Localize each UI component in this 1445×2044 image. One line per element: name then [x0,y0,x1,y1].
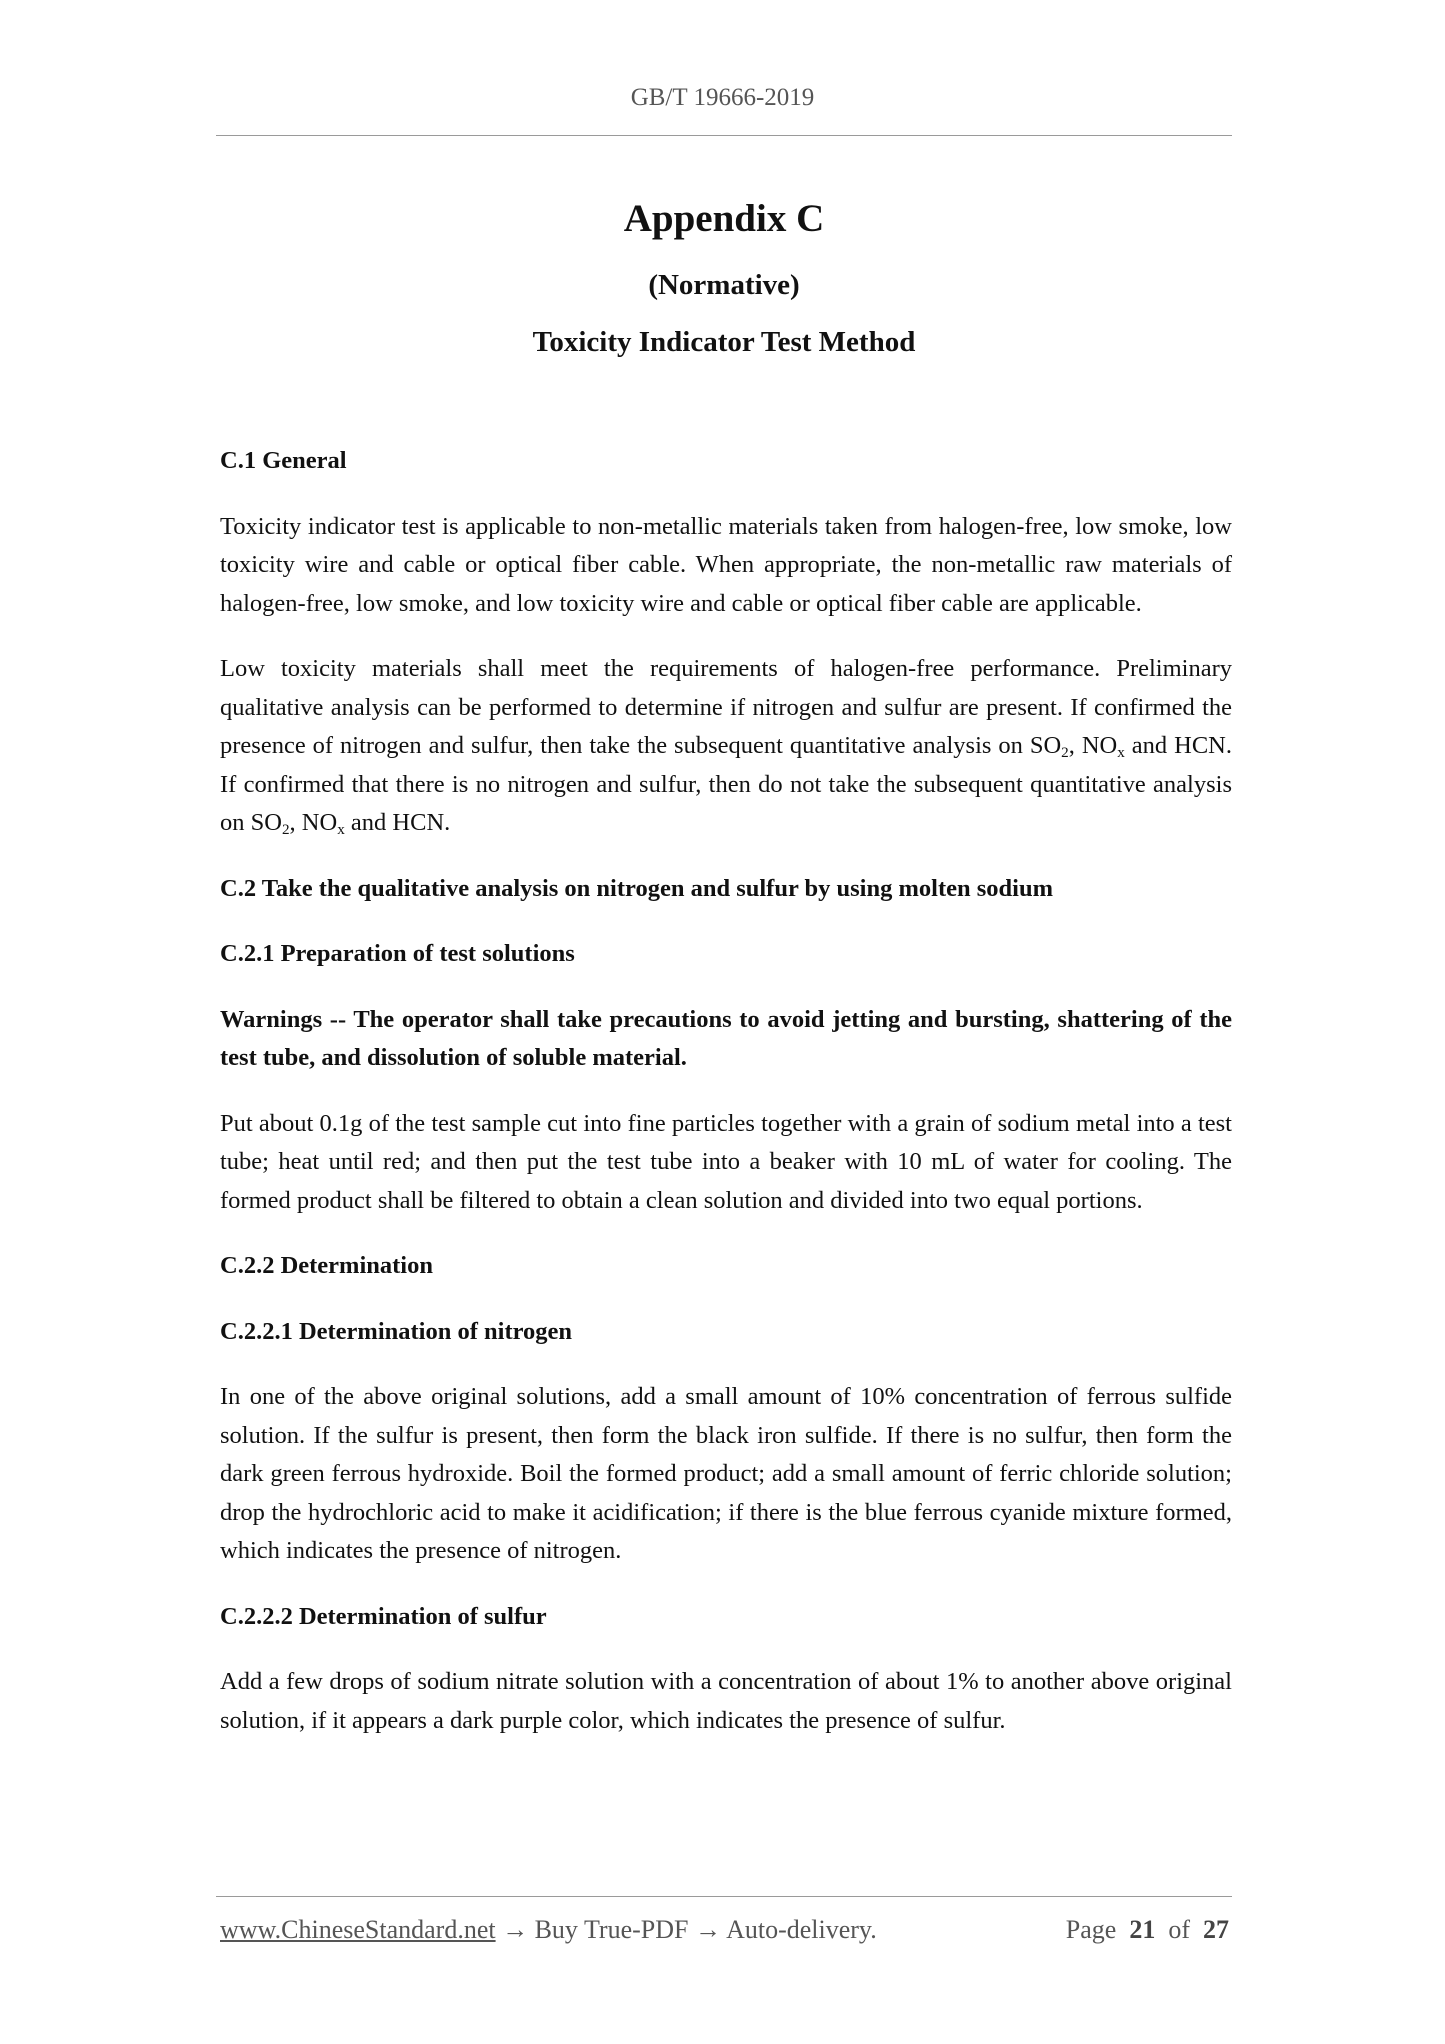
heading-c2: C.2 Take the qualitative analysis on nitrogen and sulfur by using molten sodium [220,874,1053,902]
heading-c22: C.2.2 Determination [220,1252,433,1279]
arrow-right-icon: → [502,1915,529,1944]
arrow-right-icon: → [695,1915,721,1944]
footer-divider [216,1896,1232,1897]
appendix-kind: (Normative) [648,269,800,301]
paragraph-c1-1: Toxicity indicator test is applicable to non-metallic materials taken from halogen-free, low smoke, low toxicity wire and cable or optical fiber cable. When appropriate, the non-metallic raw materials of halogen-free, low smoke, and low toxicity wire and cable or optical fiber cable are applicable. [220,512,1232,617]
appendix-name: Toxicity Indicator Test Method [532,326,916,358]
total-pages: 27 [1203,1915,1229,1944]
paragraph-c222: Add a few drops of sodium nitrate solution with a concentration of about 1% to another above original solution, if it appears a dark purple color, which indicates the presence of sulfur. [220,1668,1232,1734]
header-divider [216,135,1232,136]
heading-c21: C.2.1 Preparation of test solutions [220,940,575,967]
footer-site-link[interactable]: www.ChineseStandard.net [220,1915,496,1944]
footer-promo [220,1915,877,1945]
heading-c221: C.2.2.1 Determination of nitrogen [220,1317,573,1345]
paragraph-c221: In one of the above original solutions, add a small amount of 10% concentration of ferrous sulfide solution. If the sulfur is present, then form the black iron sulfide. If there is no sulfur, then form the dark green ferrous hydroxide. Boil the formed product; add a small amount of ferric chloride solution; drop the hydrochloric acid to make it acidification; if there is the blue ferrous cyanide mixture formed, which indicates the presence of nitrogen. [220,1383,1232,1564]
page-number: Page 21 of 27 [1065,1915,1229,1944]
paragraph-c1-2: Low toxicity materials shall meet the requirements of halogen-free performance. Preliminary qualitative analysis can be performed to determine if nitrogen and sulfur are present. If confirmed the presence of nitrogen and sulfur, then take the subsequent quantitative analysis on $SO_2$, $NO_x$ and HCN. If confirmed that there is no nitrogen and sulfur, then do not take the subsequent quantitative analysis on $SO_2$, $NO_x$ and HCN. [220,655,1232,838]
heading-c1: C.1 General [220,447,347,474]
document-body [220,442,1232,1740]
paragraph-c21: Put about 0.1g of the test sample cut into fine particles together with a grain of sodium metal into a test tube; heat until red; and then put the test tube into a beaker with 10 mL of water for cooling. The formed product shall be filtered to obtain a clean solution and divided into two equal portions. [220,1109,1232,1214]
header-doc-id: GB/T 19666-2019 [630,84,815,111]
heading-c222: C.2.2.2 Determination of sulfur [220,1602,547,1630]
current-page: 21 [1129,1915,1156,1944]
footer-buy-text: Buy True-PDF [534,1915,689,1944]
footer-delivery-text: Auto-delivery. [726,1915,877,1944]
warning-c21: Warnings -- The operator shall take precautions to avoid jetting and bursting, shattering of the test tube, and dissolution of soluble material. [220,1005,1232,1071]
appendix-title: Appendix C [623,197,825,240]
